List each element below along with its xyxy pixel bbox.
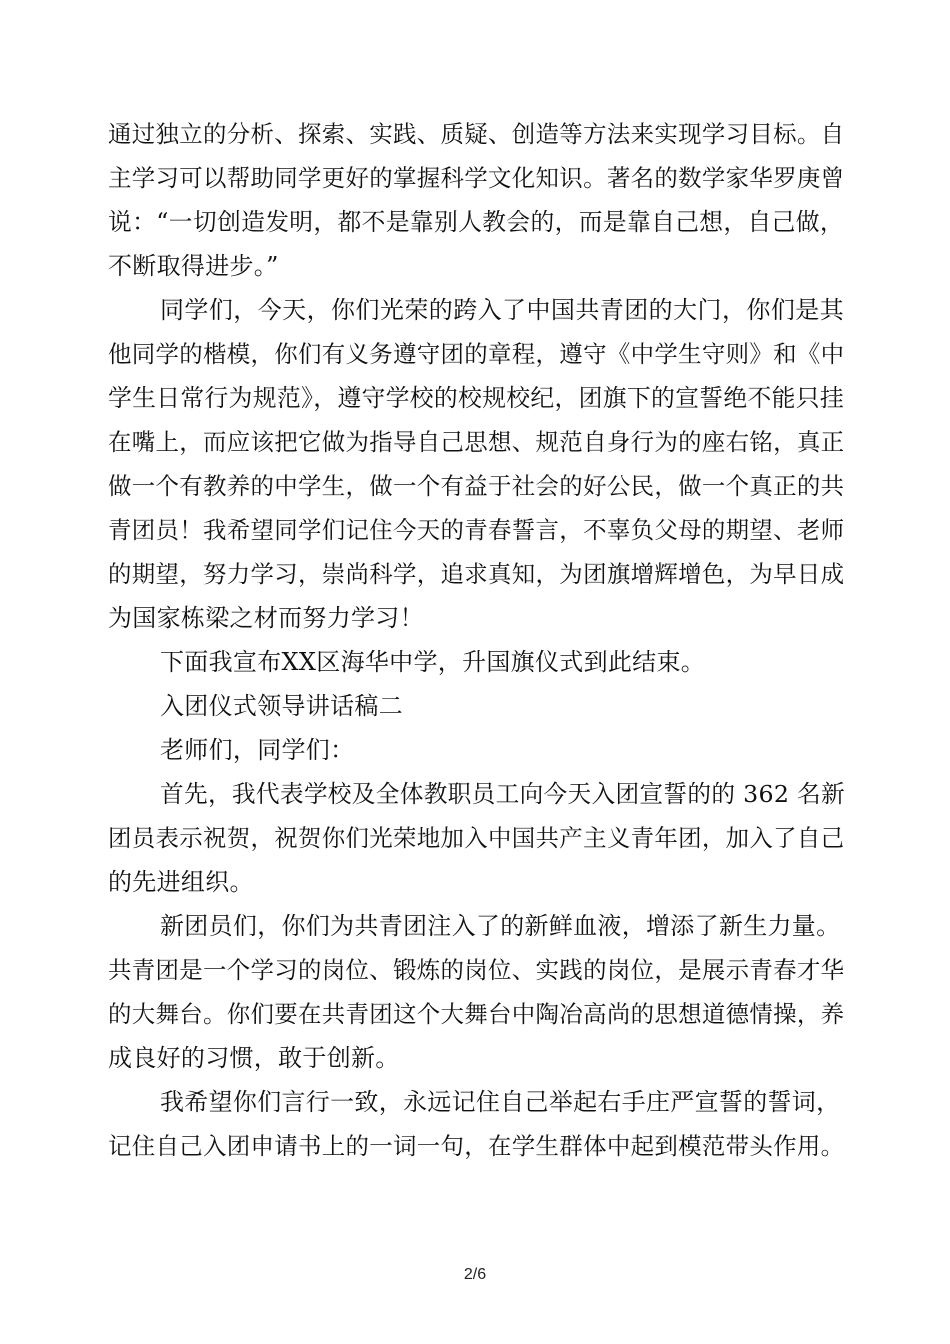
text-line: 同学们，今天，你们光荣的跨入了中国共青团的大门，你们是其 [160,296,844,324]
text-line: 我希望你们言行一致，永远记住自己举起右手庄严宣誓的誓词， [160,1088,841,1116]
text-line: 新团员们，你们为共青团注入了的新鲜血液，增添了新生力量。 [160,912,841,940]
text-line: 说：“一切创造发明，都不是靠别人教会的，而是靠自己想，自己做， [108,208,844,236]
text-line: 在嘴上，而应该把它做为指导自己思想、规范自身行为的座右铭，真正 [108,428,845,456]
text-line: 首先，我代表学校及全体教职员工向今天入团宣誓的的 362 名新 [160,780,845,808]
document-body [108,112,844,1168]
text-line: 入团仪式领导讲话稿二 [160,692,403,720]
text-line: 不断取得进步。” [108,252,279,280]
text-line: 通过独立的分析、探索、实践、质疑、创造等方法来实现学习目标。自 [108,120,845,148]
page-number: 2/6 [463,1266,487,1283]
text-line: 的先进组织。 [108,868,254,896]
text-line: 青团员！我希望同学们记住今天的青春誓言，不辜负父母的期望、老师 [108,516,845,544]
text-line: 成良好的习惯，敢于创新。 [108,1044,400,1072]
text-line: 的大舞台。你们要在共青团这个大舞台中陶冶高尚的思想道德情操，养 [108,1000,845,1028]
text-line: 学生日常行为规范》，遵守学校的校规校纪，团旗下的宣誓绝不能只挂 [108,384,845,412]
text-line: 的期望，努力学习，崇尚科学，追求真知，为团旗增辉增色，为早日成 [108,560,845,588]
text-line: 做一个有教养的中学生，做一个有益于社会的好公民，做一个真正的共 [108,472,845,500]
text-line: 为国家栋梁之材而努力学习！ [108,604,424,632]
text-line: 记住自己入团申请书上的一词一句，在学生群体中起到模范带头作用。 [108,1132,845,1160]
text-line: 老师们，同学们： [160,736,355,764]
text-line: 主学习可以帮助同学更好的掌握科学文化知识。著名的数学家华罗庚曾 [108,164,845,192]
text-line: 下面我宣布XX区海华中学，升国旗仪式到此结束。 [160,648,706,676]
text-line: 他同学的楷模，你们有义务遵守团的章程，遵守《中学生守则》和《中 [108,340,845,368]
text-line: 共青团是一个学习的岗位、锻炼的岗位、实践的岗位，是展示青春才华 [108,956,845,984]
text-line: 团员表示祝贺，祝贺你们光荣地加入中国共产主义青年团，加入了自己 [108,824,845,852]
